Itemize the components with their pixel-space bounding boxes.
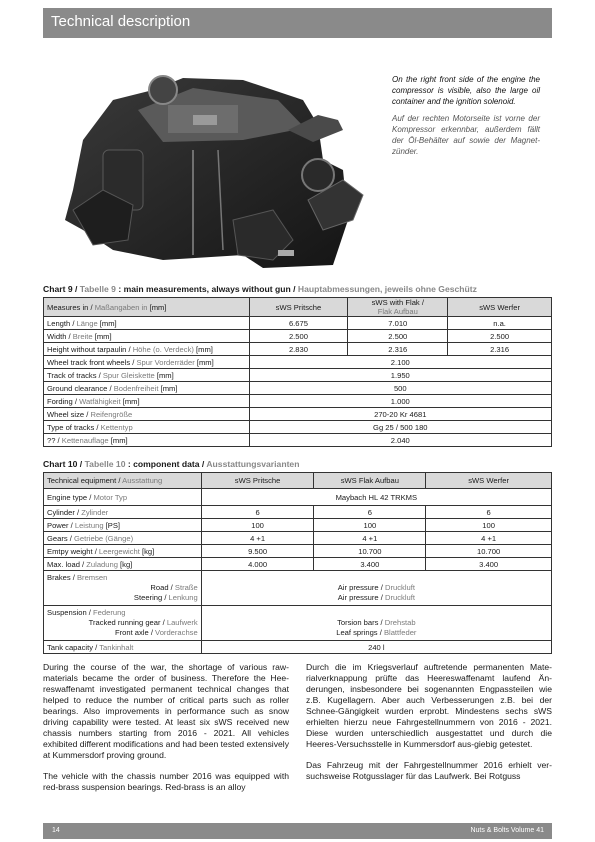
table-header-row bbox=[44, 298, 552, 317]
table-row: Length / Länge [mm] 6.675 7.010 n.a. bbox=[44, 317, 552, 330]
table-row: Gears / Getriebe (Gänge) 4 +1 4 +1 4 +1 bbox=[44, 532, 552, 545]
table-row-brakes: Brakes / Bremsen Road / Straße Steering / Lenkung Air pressure / Druckluft Air pressure / Druckluft bbox=[44, 571, 552, 606]
chart9-title: Chart 9 / Tabelle 9 : main measurements, always without gun / Hauptabmessungen, jeweils ohne Geschütz bbox=[43, 284, 477, 294]
chart10-table bbox=[43, 472, 552, 654]
header-label: Measures in / Maßangaben in [mm] bbox=[44, 298, 250, 317]
body-text-english bbox=[43, 662, 289, 803]
table-row: Wheel size / Reifengröße 270-20 Kr 4681 bbox=[44, 408, 552, 421]
table-row: ?? / Kettenauflage [mm] 2.040 bbox=[44, 434, 552, 447]
table-row: Wheel track front wheels / Spur Vorderräder [mm] 2.100 bbox=[44, 356, 552, 369]
chart10-title: Chart 10 / Tabelle 10 : component data / Ausstattungsvarianten bbox=[43, 459, 300, 469]
chart9-table bbox=[43, 297, 552, 447]
table-row: Track of tracks / Spur Gleiskette [mm] 1.950 bbox=[44, 369, 552, 382]
engine-photo bbox=[43, 70, 380, 270]
header-col-flak: sWS Flak Aufbau bbox=[314, 473, 426, 489]
table-row-tank: Tank capacity / Tankinhalt 240 l bbox=[44, 641, 552, 654]
table-row: Emtpy weight / Leergewicht [kg] 9.500 10.700 10.700 bbox=[44, 545, 552, 558]
paragraph: Durch die im Kriegsverlauf auftretende permanenten Mate-rialverknappung prüfte das Heereswaffenamt laufend Än-derungen, insbesondere bei sogenannten Engpassteilen wie z.B. Kugellagern. Aber auch Verbesserungen z.B. bei der Schnee-Gängigkeit wurden erprobt. Mindestens sechs sWS erhielten hierzu neue Fahrgestellnummern von 2016 - 2021. Diese wurden unterschiedlich ausgestattet und durch die Heeres-Versuchsstelle in Kummersdorf aus-giebig getestet. bbox=[306, 662, 552, 749]
header-col-flak: sWS with Flak / Flak Aufbau bbox=[348, 298, 448, 317]
table-row: Ground clearance / Bodenfreiheit [mm] 500 bbox=[44, 382, 552, 395]
paragraph: During the course of the war, the shortage of various raw-materials became the order of business. Therefore the Hee-reswaffenamt investigated permanent technical changes that helped to reduce the number of critical parts such as roller bearings. Also improvements in performance such as snow driving capability were tested. At least six sWS received new chassis numbers starting from 2016 - 2021. All vehicles exhibited different modifications and had been tested extensively at Kummersdorf proving ground. bbox=[43, 662, 289, 760]
header-col-werfer: sWS Werfer bbox=[426, 473, 552, 489]
caption-german: Auf der rechten Motorseite ist vorne der Kompressor erkennbar, außerdem fällt der Öl-Behälter auf sowie der Magnet-zünder. bbox=[392, 114, 540, 156]
table-row: Type of tracks / Kettentyp Gg 25 / 500 180 bbox=[44, 421, 552, 434]
table-row: Fording / Watfähigkeit [mm] 1.000 bbox=[44, 395, 552, 408]
table-row: Max. load / Zuladung [kg] 4.000 3.400 3.400 bbox=[44, 558, 552, 571]
paragraph: The vehicle with the chassis number 2016 was equipped with red-brass suspension bearings. Red-brass is an alloy bbox=[43, 771, 289, 792]
table-row: Power / Leistung [PS] 100 100 100 bbox=[44, 519, 552, 532]
table-row: Width / Breite [mm] 2.500 2.500 2.500 bbox=[44, 330, 552, 343]
caption-english: On the right front side of the engine the compressor is visible, also the large oil container and the ignition solenoid. bbox=[392, 75, 540, 106]
table-header-row bbox=[44, 473, 552, 489]
table-row: Height without tarpaulin / Höhe (o. Verdeck) [mm] 2.830 2.316 2.316 bbox=[44, 343, 552, 356]
section-title: Technical description bbox=[51, 13, 191, 30]
table-row: Cylinder / Zylinder 6 6 6 bbox=[44, 506, 552, 519]
photo-caption bbox=[392, 74, 540, 157]
header-col-pritsche: sWS Pritsche bbox=[201, 473, 314, 489]
paragraph: Das Fahrzeug mit der Fahrgestellnummer 2016 erhielt ver-suchsweise Rotgusslager für das Laufwerk. Bei Rotguss bbox=[306, 760, 552, 781]
engine-image bbox=[43, 70, 380, 270]
header-col-pritsche: sWS Pritsche bbox=[249, 298, 348, 317]
body-text-german bbox=[306, 662, 552, 792]
page-number: 14 bbox=[52, 827, 60, 834]
magazine-name: Nuts & Bolts Volume 41 bbox=[470, 827, 544, 834]
table-row-suspension: Suspension / Federung Tracked running gear / Laufwerk Front axle / Vorderachse Torsion bars / Drehstab Leaf springs / Blattfeder bbox=[44, 606, 552, 641]
table-row-engine: Engine type / Motor Typ Maybach HL 42 TRKMS bbox=[44, 489, 552, 506]
header-col-werfer: sWS Werfer bbox=[448, 298, 552, 317]
page-footer bbox=[43, 823, 552, 839]
section-header bbox=[43, 8, 552, 38]
header-label: Technical equipment / Ausstattung bbox=[44, 473, 202, 489]
